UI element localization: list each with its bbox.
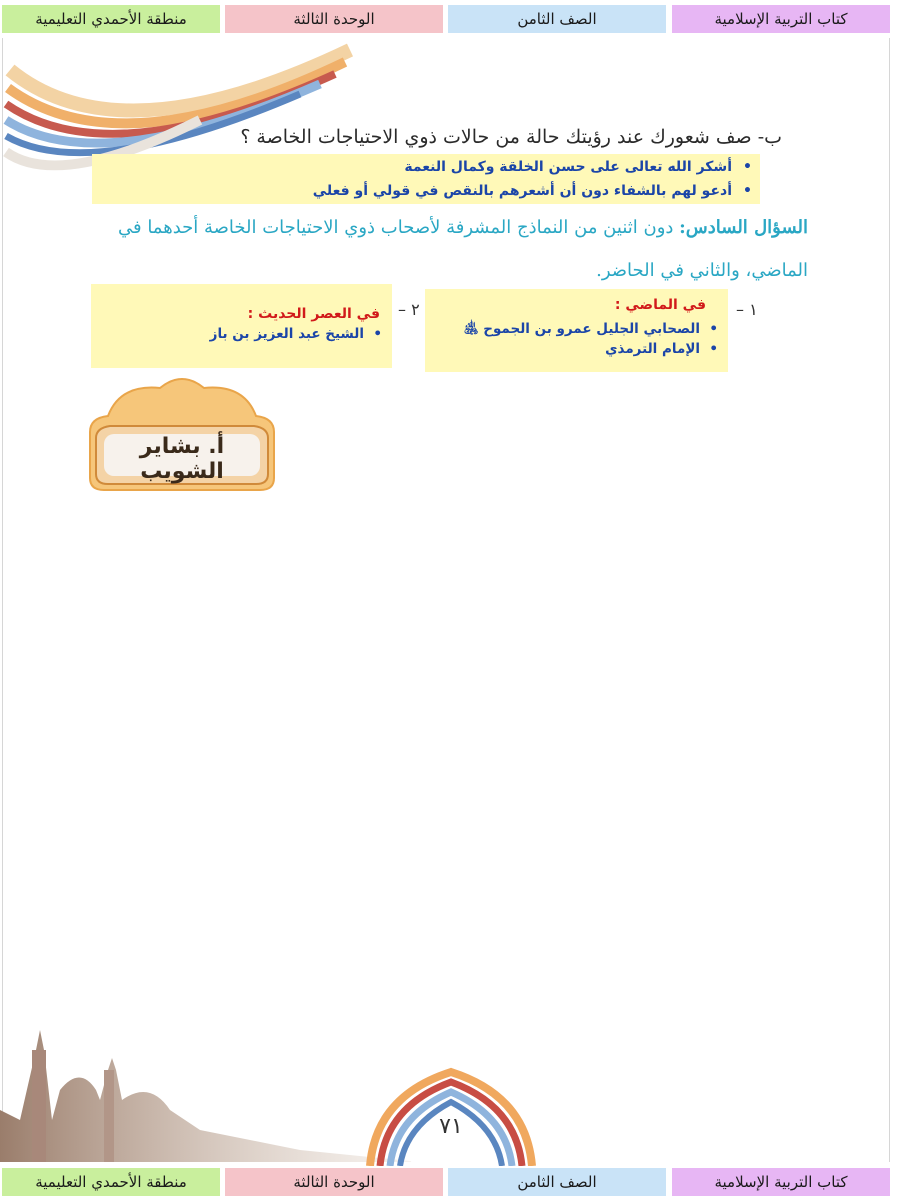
footer-book-title: كتاب التربية الإسلامية (672, 1168, 890, 1196)
answer-modern-box (91, 284, 392, 368)
author-badge (80, 370, 284, 494)
answer-past-item: • الإمام الترمذي (464, 339, 724, 359)
answer-modern-item: • الشيخ عبد العزيز بن باز (210, 324, 388, 344)
answer-number-1: ١ – (736, 300, 758, 319)
header-zone: منطقة الأحمدي التعليمية (2, 5, 220, 33)
question-6-lead: السؤال السادس: (679, 217, 808, 238)
header-book-title: كتاب التربية الإسلامية (672, 5, 890, 33)
header-grade: الصف الثامن (448, 5, 666, 33)
answer-b-box (92, 154, 760, 204)
page-number: ٧١ (439, 1114, 463, 1139)
answer-past-title: في الماضي : (614, 297, 706, 313)
question-6-text: دون اثنين من النماذج المشرفة لأصحاب ذوي الاحتياجات الخاصة أحدهما في الماضي، والثاني في الحاضر. (117, 217, 808, 281)
question-6 (88, 206, 808, 292)
answer-past-item: • الصحابي الجليل عمرو بن الجموح ﵁ (464, 319, 724, 339)
footer-unit: الوحدة الثالثة (225, 1168, 443, 1196)
question-b: ب- صف شعورك عند رؤيتك حالة من حالات ذوي الاحتياجات الخاصة ؟ (240, 126, 782, 148)
answer-modern-title: في العصر الحديث : (247, 306, 380, 322)
footer-zone: منطقة الأحمدي التعليمية (2, 1168, 220, 1196)
answer-past-box (425, 289, 728, 372)
author-name: أ. بشاير الشويب (139, 434, 225, 484)
footer-grade: الصف الثامن (448, 1168, 666, 1196)
header-unit: الوحدة الثالثة (225, 5, 443, 33)
answer-b-item: • أشكر الله تعالى على حسن الخلقة وكمال النعمة (92, 156, 760, 178)
answer-number-2: ٢ – (398, 300, 420, 319)
answer-b-item: • أدعو لهم بالشفاء دون أن أشعرهم بالنقص في قولي أو فعلي (92, 180, 760, 202)
footer-bar (0, 1168, 900, 1198)
header-bar (0, 5, 900, 35)
